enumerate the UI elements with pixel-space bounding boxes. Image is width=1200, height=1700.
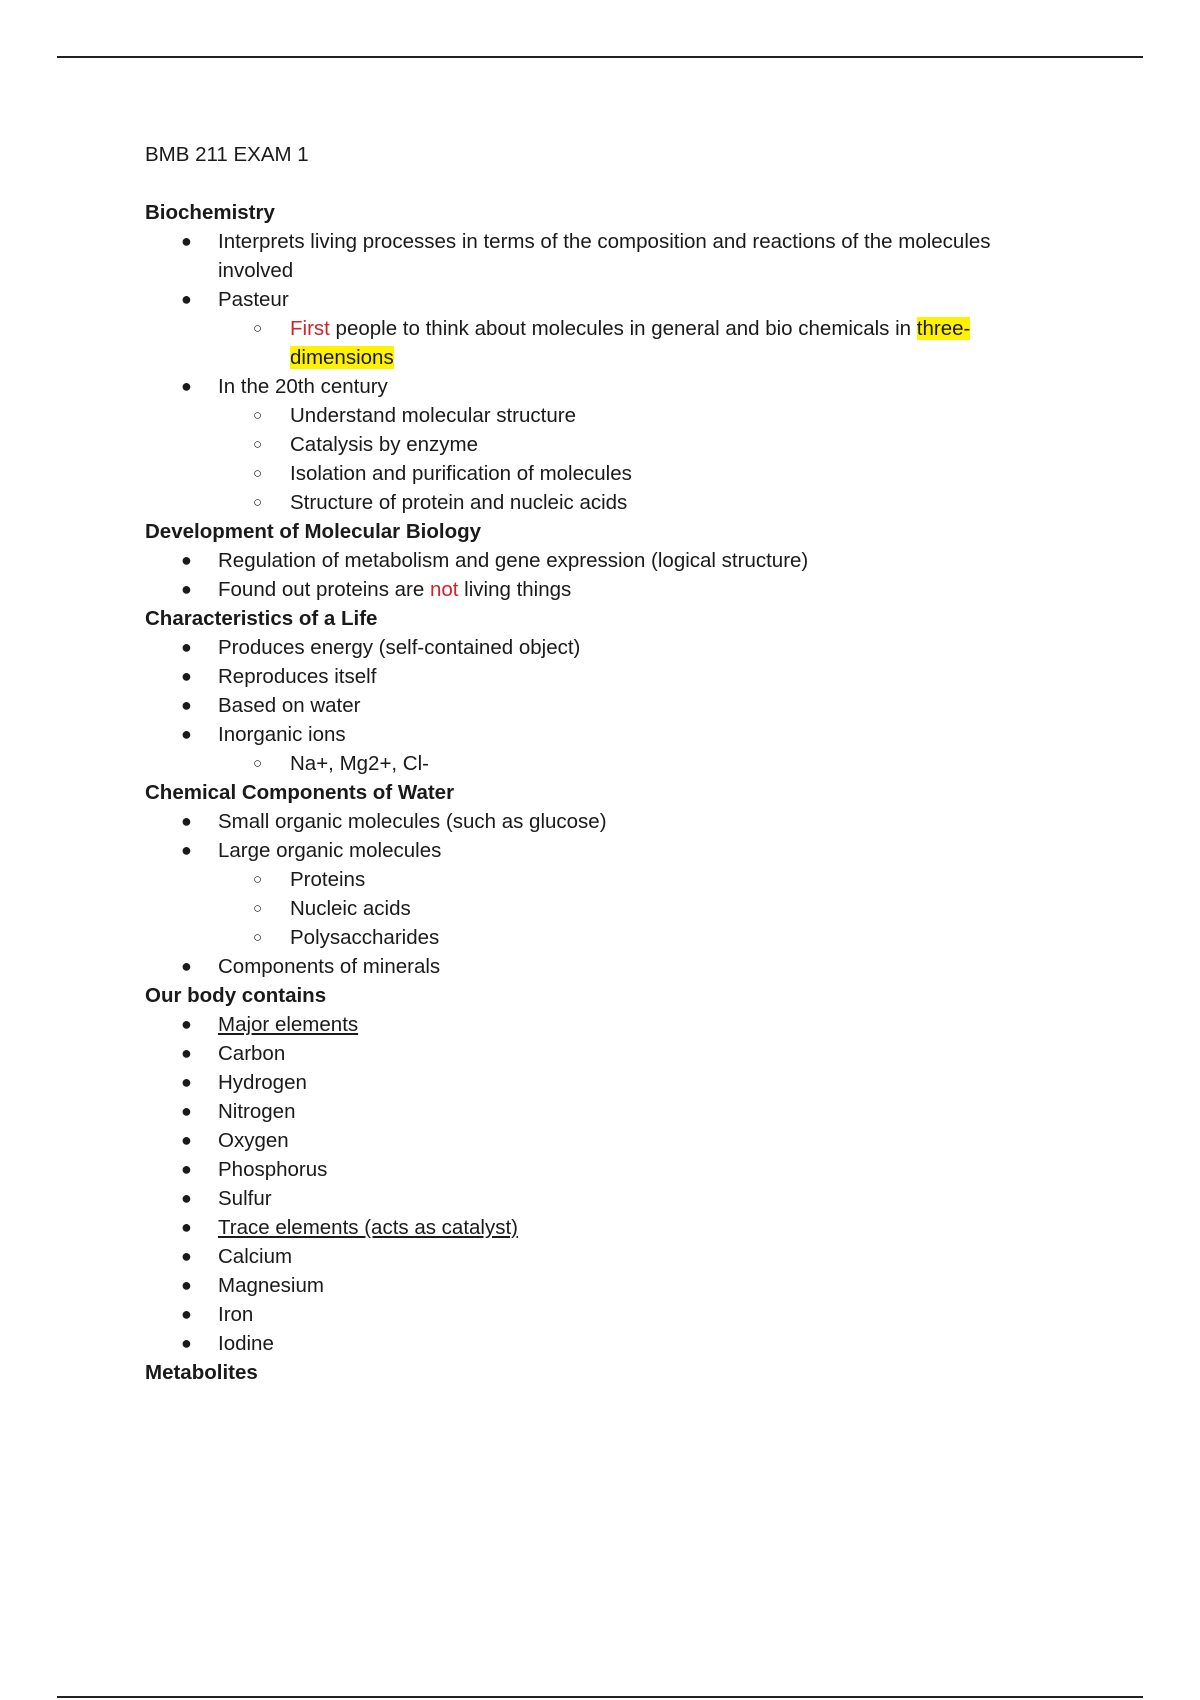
heading-molecular-biology: Development of Molecular Biology (145, 520, 482, 543)
list-item-text: Nucleic acids (290, 897, 411, 920)
list-item-text: Catalysis by enzyme (290, 433, 478, 456)
hollow-bullet-icon: ○ (253, 494, 263, 511)
list-item (145, 1242, 1065, 1271)
list-item-text: Carbon (218, 1042, 286, 1065)
list-item (145, 575, 1065, 604)
list-item (145, 1300, 1065, 1329)
list-item-text: Nitrogen (218, 1100, 296, 1123)
sub-list-item (145, 749, 1065, 778)
bullet-icon: ● (181, 289, 192, 309)
hollow-bullet-icon: ○ (253, 320, 263, 337)
underlined-text: Trace elements (acts as catalyst) (218, 1216, 519, 1239)
bullet-icon: ● (181, 579, 192, 599)
list-item (145, 1271, 1065, 1300)
list-item-text: Based on water (218, 694, 361, 717)
hollow-bullet-icon: ○ (253, 871, 263, 888)
top-rule (57, 56, 1143, 58)
document-body (145, 140, 1065, 1387)
list-item (145, 836, 1065, 952)
bullet-icon: ● (181, 1101, 192, 1121)
bullet-icon: ● (181, 956, 192, 976)
list-item (145, 227, 1065, 285)
bullet-icon: ● (181, 376, 192, 396)
hollow-bullet-icon: ○ (253, 436, 263, 453)
water-list (145, 807, 1065, 981)
list-item (145, 1039, 1065, 1068)
sub-list-item (145, 894, 1065, 923)
list-item (145, 1329, 1065, 1358)
red-text: First (290, 317, 330, 340)
list-item-text: Pasteur (218, 288, 289, 311)
list-item (145, 1184, 1065, 1213)
list-item-text: Na+, Mg2+, Cl- (290, 752, 429, 775)
list-item-text: Structure of protein and nucleic acids (290, 491, 628, 514)
underlined-text: Major elements (218, 1013, 359, 1036)
sub-list-item (145, 430, 1065, 459)
highlighted-text: three-dimensions (290, 317, 971, 369)
body-list (145, 1010, 1065, 1358)
bullet-icon: ● (181, 1188, 192, 1208)
bullet-icon: ● (181, 1043, 192, 1063)
list-item-text: Magnesium (218, 1274, 324, 1297)
heading-chemical-components: Chemical Components of Water (145, 781, 455, 804)
bullet-icon: ● (181, 1072, 192, 1092)
list-item (145, 633, 1065, 662)
list-item (145, 720, 1065, 778)
century-sublist (218, 401, 1065, 517)
list-item (145, 1126, 1065, 1155)
list-item (145, 1097, 1065, 1126)
ions-sublist (218, 749, 1065, 778)
list-item-text: Understand molecular structure (290, 404, 576, 427)
list-item-text: Proteins (290, 868, 366, 891)
document-title: BMB 211 EXAM 1 (145, 143, 309, 166)
bottom-rule (57, 1696, 1143, 1698)
list-item-text: Iron (218, 1303, 254, 1326)
bullet-icon: ● (181, 1304, 192, 1324)
bullet-icon: ● (181, 637, 192, 657)
bullet-icon: ● (181, 1275, 192, 1295)
list-item-text: Calcium (218, 1245, 293, 1268)
bullet-icon: ● (181, 1014, 192, 1034)
bullet-icon: ● (181, 666, 192, 686)
bullet-icon: ● (181, 231, 192, 251)
sub-list-item (145, 401, 1065, 430)
molecular-biology-list (145, 546, 1065, 604)
list-item (145, 1010, 1065, 1039)
bullet-icon: ● (181, 550, 192, 570)
bullet-icon: ● (181, 1217, 192, 1237)
list-item-text: Components of minerals (218, 955, 441, 978)
list-item-text: Phosphorus (218, 1158, 328, 1181)
hollow-bullet-icon: ○ (253, 900, 263, 917)
list-item (145, 1155, 1065, 1184)
heading-metabolites: Metabolites (145, 1361, 258, 1384)
list-item-text: Iodine (218, 1332, 274, 1355)
list-item-text: Oxygen (218, 1129, 289, 1152)
hollow-bullet-icon: ○ (253, 929, 263, 946)
list-item-text: Hydrogen (218, 1071, 307, 1094)
list-item (145, 285, 1065, 372)
list-item (145, 952, 1065, 981)
hollow-bullet-icon: ○ (253, 755, 263, 772)
biochemistry-list (145, 227, 1065, 517)
bullet-icon: ● (181, 724, 192, 744)
list-item-text: Regulation of metabolism and gene expression (logical structure) (218, 549, 809, 572)
sub-list-item (145, 488, 1065, 517)
bullet-icon: ● (181, 1333, 192, 1353)
list-item-text: Found out proteins are (218, 578, 430, 601)
list-item-text: Inorganic ions (218, 723, 346, 746)
sub-list-item (145, 314, 1065, 372)
list-item-text: In the 20th century (218, 375, 388, 398)
list-item (145, 546, 1065, 575)
list-item (145, 1213, 1065, 1242)
list-item (145, 1068, 1065, 1097)
pasteur-sublist (218, 314, 1065, 372)
list-item-text: Large organic molecules (218, 839, 442, 862)
sub-list-item (145, 923, 1065, 952)
bullet-icon: ● (181, 840, 192, 860)
hollow-bullet-icon: ○ (253, 407, 263, 424)
bullet-icon: ● (181, 695, 192, 715)
sub-list-item (145, 459, 1065, 488)
list-item-text: Isolation and purification of molecules (290, 462, 632, 485)
sub-list-item (145, 865, 1065, 894)
list-item (145, 807, 1065, 836)
red-text: not (429, 578, 459, 601)
bullet-icon: ● (181, 1159, 192, 1179)
list-item-text: Polysaccharides (290, 926, 440, 949)
heading-characteristics-of-life: Characteristics of a Life (145, 607, 378, 630)
list-item-text: Interprets living processes in terms of the composition and reactions of the molecules involved (218, 230, 991, 282)
list-item-text: Reproduces itself (218, 665, 377, 688)
list-item-text: Produces energy (self-contained object) (218, 636, 581, 659)
bullet-icon: ● (181, 1246, 192, 1266)
list-item-text: people to think about molecules in general and bio chemicals in (329, 317, 917, 340)
bullet-icon: ● (181, 811, 192, 831)
list-item-text: Small organic molecules (such as glucose) (218, 810, 607, 833)
list-item-text: Sulfur (218, 1187, 272, 1210)
bullet-icon: ● (181, 1130, 192, 1150)
hollow-bullet-icon: ○ (253, 465, 263, 482)
list-item (145, 662, 1065, 691)
heading-body-contains: Our body contains (145, 984, 327, 1007)
list-item (145, 372, 1065, 517)
list-item (145, 691, 1065, 720)
organic-molecules-sublist (218, 865, 1065, 952)
list-item-text: living things (458, 578, 572, 601)
life-list (145, 633, 1065, 778)
heading-biochemistry: Biochemistry (145, 201, 275, 224)
